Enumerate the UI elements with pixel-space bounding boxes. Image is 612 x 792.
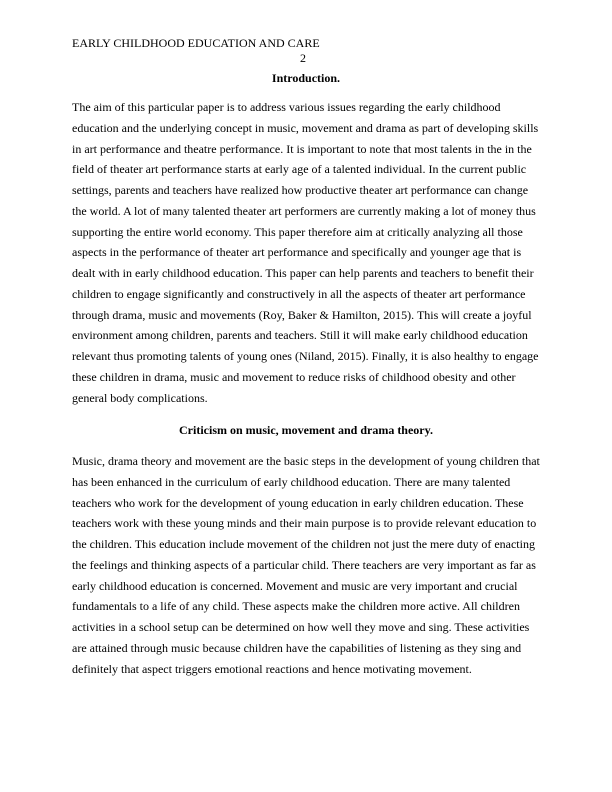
paragraph-line: the children. This education include movement of the children not just the mere duty of enacting <box>72 537 535 551</box>
paragraph-line: dealt with in early childhood education. This paper can help parents and teachers to benefit their <box>72 266 534 280</box>
paragraph-line: Music, drama theory and movement are the basic steps in the development of young children that <box>72 454 540 468</box>
paragraph-line: early childhood education is concerned. Movement and music are very important and crucial <box>72 578 518 593</box>
introduction-paragraph <box>72 97 540 408</box>
paragraph-line: settings, parents and teachers have realized how productive theater art performance can change <box>72 183 529 197</box>
paragraph-line: supporting the entire world economy. This paper therefore aim at critically analyzing all those <box>72 224 523 239</box>
paragraph-line: aspects in the performance of theater art performance and specifically and younger age that is <box>72 245 522 260</box>
paragraph-line: through drama, music and movements (Roy, Baker & Hamilton, 2015). This will create a joyful <box>72 307 532 322</box>
paragraph-line: the world. A lot of many talented theater art performers are currently making a lot of money thus <box>72 203 536 218</box>
paragraph-line: teachers who work for the development of young education in early children education. These <box>72 495 524 510</box>
paragraph-line: general body complications. <box>72 390 208 405</box>
page-number: 2 <box>300 51 306 65</box>
section-heading-criticism: Criticism on music, movement and drama theory. <box>179 423 433 437</box>
paragraph-line: in art performance and theatre performance. It is important to note that most talents in the in the <box>72 141 532 156</box>
paragraph-line: has been enhanced in the curriculum of early childhood education. There are many talented <box>72 474 511 489</box>
paragraph-line: activities in a school setup can be determined on how well they move and sing. These activities <box>72 620 530 634</box>
section-heading-introduction: Introduction. <box>271 71 341 85</box>
criticism-paragraph <box>72 451 540 679</box>
paragraph-line: relevant thus promoting talents of young ones (Niland, 2015). Finally, it is also healthy to engage <box>72 349 539 363</box>
paragraph-line: are attained through music because children have the capabilities of listening as they sing and <box>72 640 522 655</box>
paragraph-line: environment among children, parents and teachers. Still it will make early childhood education <box>72 328 528 343</box>
paragraph-line: these children in drama, music and movement to reduce risks of childhood obesity and other <box>72 369 516 384</box>
paragraph-line: The aim of this particular paper is to address various issues regarding the early childhood <box>72 100 501 114</box>
paragraph-line: fundamentals to a life of any child. These aspects make the children more active. All children <box>72 599 520 614</box>
paragraph-line: the feelings and thinking aspects of a particular child. There teachers are very important as far as <box>72 557 536 572</box>
running-head: EARLY CHILDHOOD EDUCATION AND CARE <box>72 36 320 50</box>
paragraph-line: education and the underlying concept in music, movement and drama as part of developing skills <box>72 120 539 135</box>
paragraph-line: definitely that aspect triggers emotional reactions and hence motivating movement. <box>72 661 472 676</box>
paragraph-line: field of theater art performance starts at early age of a talented individual. In the current public <box>72 162 527 177</box>
paragraph-line: teachers work with these young minds and their main purpose is to provide relevant education to <box>72 516 537 531</box>
paragraph-line: children to engage significantly and constructively in all the aspects of theater art performance <box>72 286 526 301</box>
